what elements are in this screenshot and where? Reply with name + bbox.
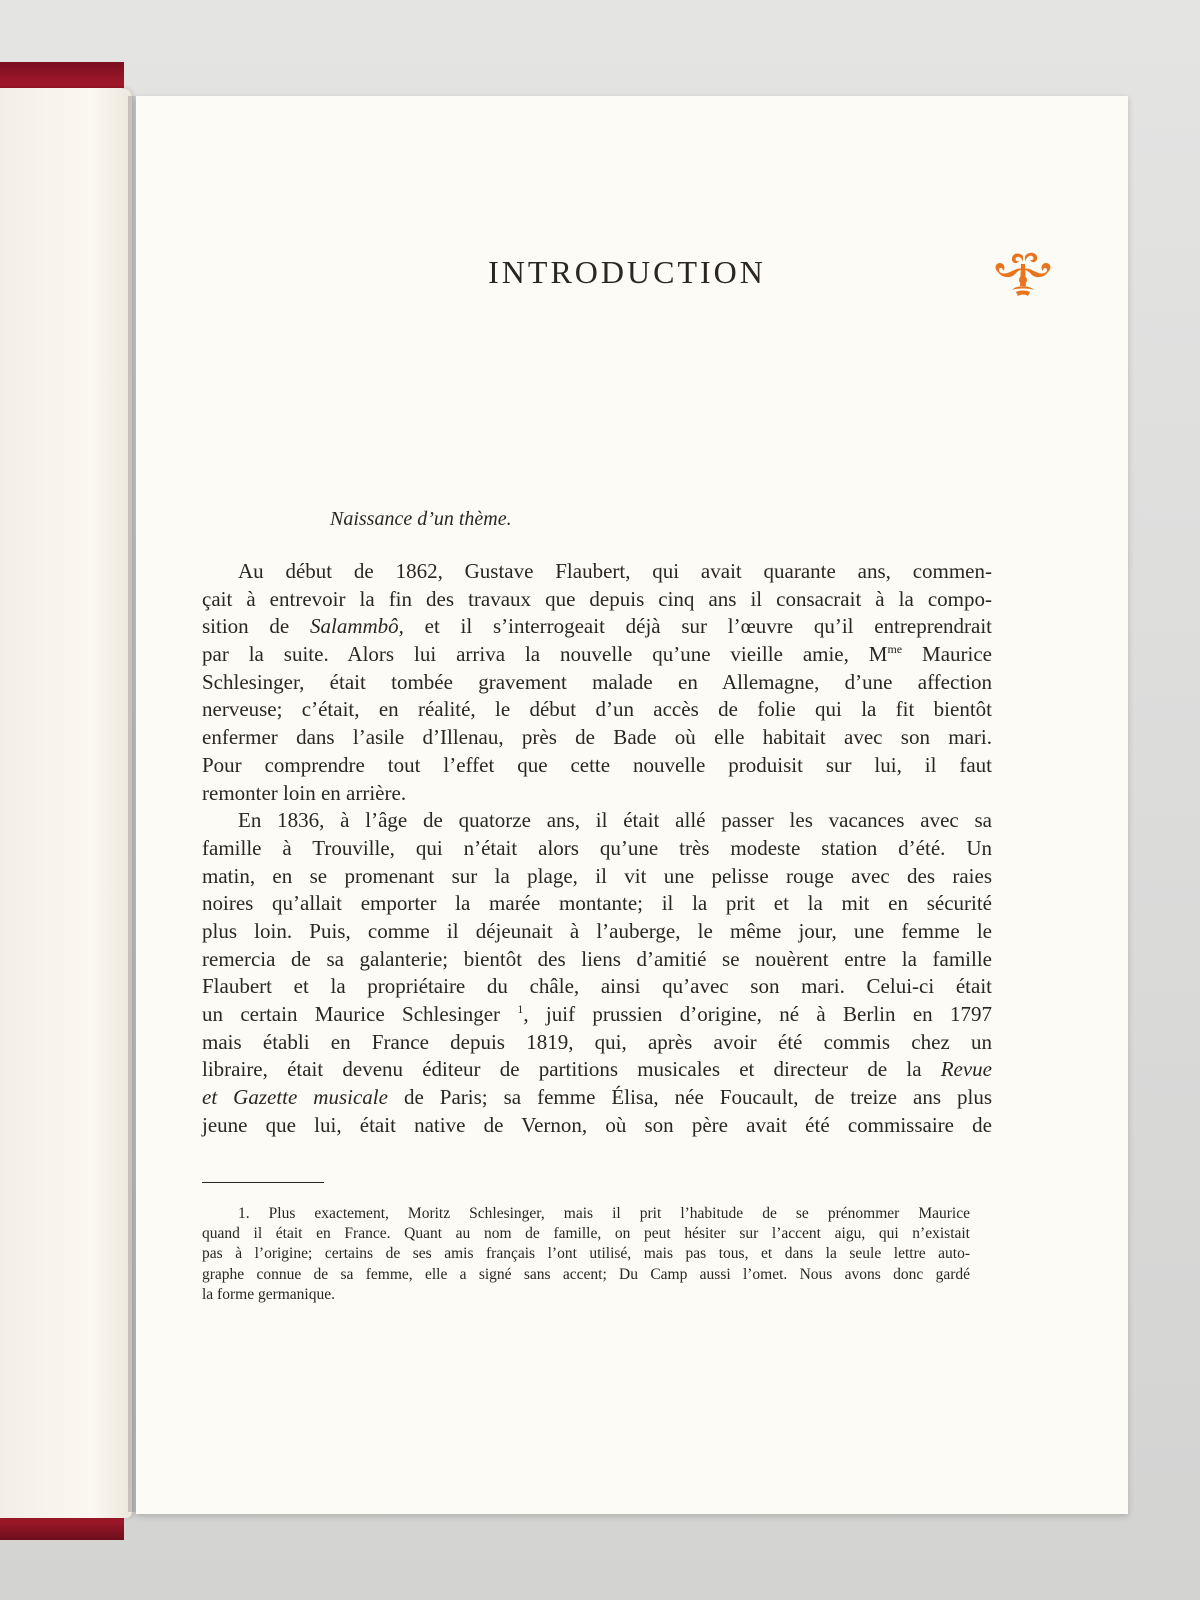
text-span: sition de bbox=[202, 614, 310, 639]
text-span: pas à l’origine; certains de ses amis français l’ont utilisé, mais pas tous, et dans la seule lettre auto- bbox=[202, 1245, 970, 1263]
text-line bbox=[202, 1112, 992, 1140]
text-line bbox=[202, 752, 992, 780]
superscript-me: me bbox=[887, 642, 903, 657]
text-span: et il s’interrogeait déjà sur l’œuvre qu’il entreprendrait bbox=[403, 614, 992, 639]
text-span: Schlesinger, était tombée gravement malade en Allemagne, d’une affection bbox=[202, 669, 992, 694]
text-span: noires qu’allait emporter la marée montante; il la prit et la mit en sécurité bbox=[202, 891, 992, 916]
text-span: plus loin. Puis, comme il déjeunait à l’auberge, le même jour, une femme le bbox=[202, 918, 992, 943]
text-line bbox=[202, 807, 992, 835]
book-page bbox=[136, 96, 1128, 1514]
text-span: remercia de sa galanterie; bientôt des liens d’amitié se nouèrent entre la famille bbox=[202, 946, 992, 971]
text-line bbox=[202, 946, 992, 974]
footnote bbox=[202, 1204, 970, 1305]
footnote-line bbox=[202, 1204, 970, 1224]
footnote-line bbox=[202, 1265, 970, 1285]
footnote-divider bbox=[202, 1182, 324, 1183]
text-line bbox=[202, 918, 992, 946]
text-line bbox=[202, 669, 992, 697]
text-line bbox=[202, 835, 992, 863]
text-span: famille à Trouville, qui n’était alors qu’une très modeste station d’été. Un bbox=[202, 835, 992, 860]
text-span: un certain Maurice Schlesinger bbox=[202, 1002, 518, 1026]
text-span: Flaubert et la propriétaire du châle, ainsi qu’avec son mari. Celui-ci était bbox=[202, 974, 992, 999]
text-span: çait à entrevoir la fin des travaux que depuis cinq ans il consacrait à la compo- bbox=[202, 586, 992, 611]
fleuron-ornament-icon bbox=[992, 250, 1054, 300]
text-line bbox=[202, 558, 992, 586]
text-span: Pour comprendre tout l’effet que cette nouvelle produisit sur lui, il faut bbox=[202, 752, 992, 777]
text-span: 1. Plus exactement, Moritz Schlesinger, mais il prit l’habitude de se prénommer Maurice bbox=[238, 1205, 970, 1222]
text-line bbox=[202, 973, 992, 1001]
text-span: matin, en se promenant sur la plage, il vit une pelisse rouge avec des raies bbox=[202, 863, 992, 888]
text-span: par la suite. Alors lui arriva la nouvelle qu’une vieille amie, M bbox=[202, 642, 888, 667]
text-line bbox=[202, 1029, 992, 1057]
text-line bbox=[202, 696, 992, 724]
text-line bbox=[202, 724, 992, 752]
text-line bbox=[202, 1001, 992, 1029]
text-span: , juif prussien d’origine, né à Berlin en 1797 bbox=[523, 1002, 992, 1026]
text-line bbox=[202, 613, 992, 641]
footnote-line bbox=[202, 1285, 970, 1305]
text-span: jeune que lui, était native de Vernon, où son père avait été commissaire de bbox=[202, 1112, 992, 1137]
text-span: quand il était en France. Quant au nom de famille, on peut hésiter sur l’accent aigu, qui n’existait bbox=[202, 1225, 970, 1243]
text-span: libraire, était devenu éditeur de partitions musicales et directeur de la bbox=[202, 1057, 941, 1082]
text-span: En 1836, à l’âge de quatorze ans, il était allé passer les vacances avec sa bbox=[238, 808, 992, 833]
text-span: la forme germanique. bbox=[202, 1285, 335, 1303]
body-text bbox=[202, 558, 992, 1139]
italic-title-gazette: et Gazette musicale bbox=[202, 1085, 388, 1110]
text-span: nerveuse; c’était, en réalité, le début d’un accès de folie qui la fit bientôt bbox=[202, 697, 992, 722]
italic-title-salammbo: Salammbô, bbox=[309, 614, 404, 639]
text-line bbox=[202, 586, 992, 614]
text-line bbox=[202, 641, 992, 669]
text-span: remonter loin en arrière. bbox=[202, 780, 407, 805]
footnote-line bbox=[202, 1224, 970, 1244]
text-span: de Paris; sa femme Élisa, née Foucault, de treize ans plus bbox=[387, 1085, 993, 1110]
text-line bbox=[202, 1056, 992, 1084]
italic-title-revue: Revue bbox=[940, 1057, 992, 1082]
text-line bbox=[202, 890, 992, 918]
text-span: Au début de 1862, Gustave Flaubert, qui avait quarante ans, commen- bbox=[238, 559, 992, 583]
text-line bbox=[202, 780, 992, 808]
section-subheading: Naissance d’un thème. bbox=[330, 508, 512, 530]
footnote-marker: 1 bbox=[517, 1002, 524, 1016]
left-page-edge bbox=[0, 88, 132, 1518]
page-title: INTRODUCTION bbox=[488, 254, 766, 290]
text-line bbox=[202, 863, 992, 891]
footnote-line bbox=[202, 1244, 970, 1264]
text-span: Maurice bbox=[902, 642, 992, 667]
text-span: enfermer dans l’asile d’Illenau, près de Bade où elle habitait avec son mari. bbox=[202, 725, 992, 750]
text-line bbox=[202, 1084, 992, 1112]
text-span: graphe connue de sa femme, elle a signé sans accent; Du Camp aussi l’omet. Nous avons donc gardé bbox=[202, 1265, 970, 1283]
text-span: mais établi en France depuis 1819, qui, après avoir été commis chez un bbox=[202, 1029, 992, 1054]
